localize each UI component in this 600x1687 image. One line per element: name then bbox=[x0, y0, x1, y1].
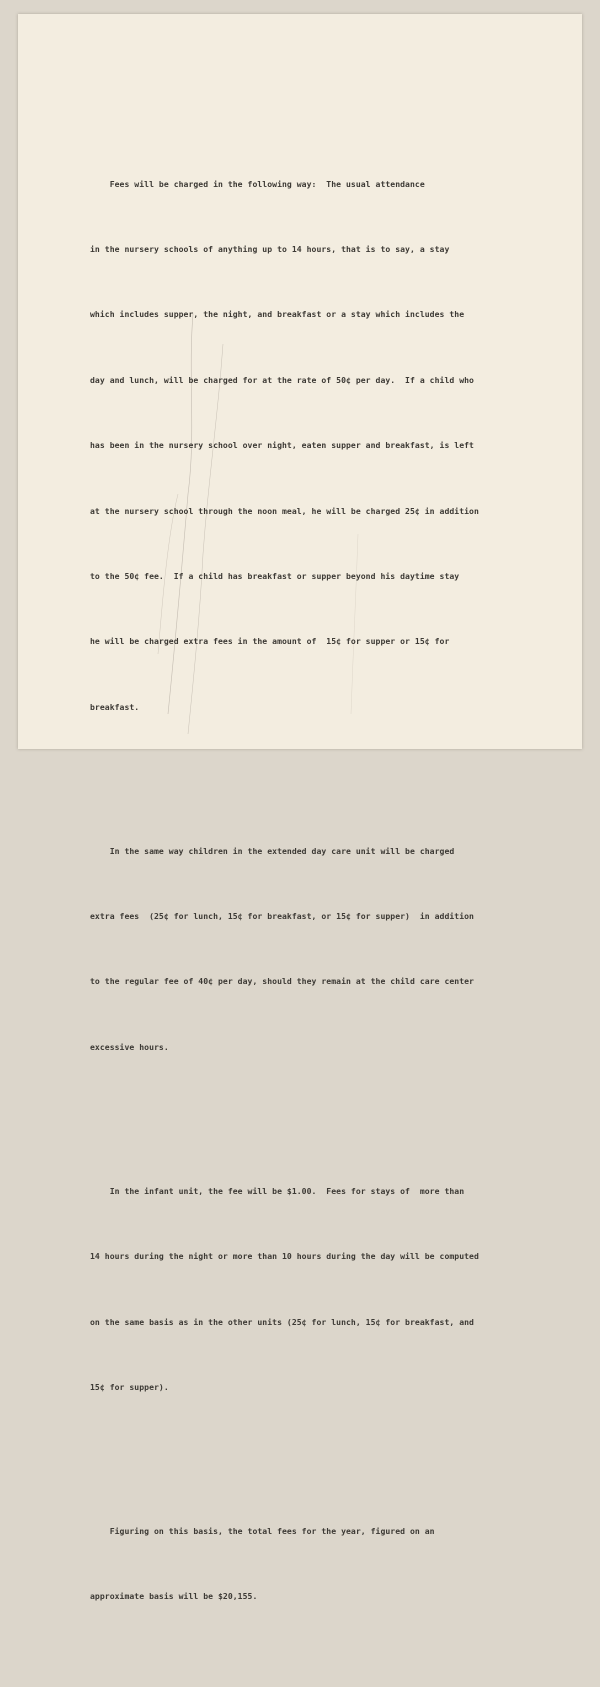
paragraph-total-fees bbox=[90, 1477, 560, 1651]
text-line: Fees will be charged in the following way: The usual attendance bbox=[90, 178, 425, 189]
text-line: In the same way children in the extended day care unit will be charged bbox=[90, 845, 455, 856]
text-line: at the nursery school through the noon meal, he will be charged 25¢ in addition bbox=[90, 505, 479, 516]
paragraph-extended-day-care bbox=[90, 797, 560, 1102]
paragraph-infant-unit bbox=[90, 1137, 560, 1442]
text-line: Figuring on this basis, the total fees for the year, figured on an bbox=[90, 1526, 435, 1537]
text-line: he will be charged extra fees in the amount of 15¢ for supper or 15¢ for bbox=[90, 636, 450, 647]
paragraph-fee-schedule bbox=[90, 130, 560, 762]
text-line: to the 50¢ fee. If a child has breakfast or supper beyond his daytime stay bbox=[90, 570, 460, 581]
text-line: on the same basis as in the other units (25¢ for lunch, 15¢ for breakfast, and bbox=[90, 1316, 474, 1327]
text-line: in the nursery schools of anything up to 14 hours, that is to say, a stay bbox=[90, 243, 450, 254]
text-line: In the infant unit, the fee will be $1.00. Fees for stays of more than bbox=[90, 1185, 465, 1196]
text-line: excessive hours. bbox=[90, 1041, 169, 1052]
document-page bbox=[18, 14, 582, 1602]
typed-body bbox=[90, 110, 560, 1687]
text-line: 15¢ for supper). bbox=[90, 1382, 169, 1393]
text-line: which includes supper, the night, and breakfast or a stay which includes the bbox=[90, 309, 465, 320]
text-line: extra fees (25¢ for lunch, 15¢ for breakfast, or 15¢ for supper) in addition bbox=[90, 911, 474, 922]
text-line: day and lunch, will be charged for at the rate of 50¢ per day. If a child who bbox=[90, 374, 474, 385]
text-line: breakfast. bbox=[90, 701, 140, 712]
text-line: to the regular fee of 40¢ per day, should they remain at the child care center bbox=[90, 976, 474, 987]
text-line: has been in the nursery school over night, eaten supper and breakfast, is left bbox=[90, 440, 474, 451]
text-line: approximate basis will be $20,155. bbox=[90, 1591, 258, 1602]
text-line: 14 hours during the night or more than 10 hours during the day will be computed bbox=[90, 1251, 479, 1262]
